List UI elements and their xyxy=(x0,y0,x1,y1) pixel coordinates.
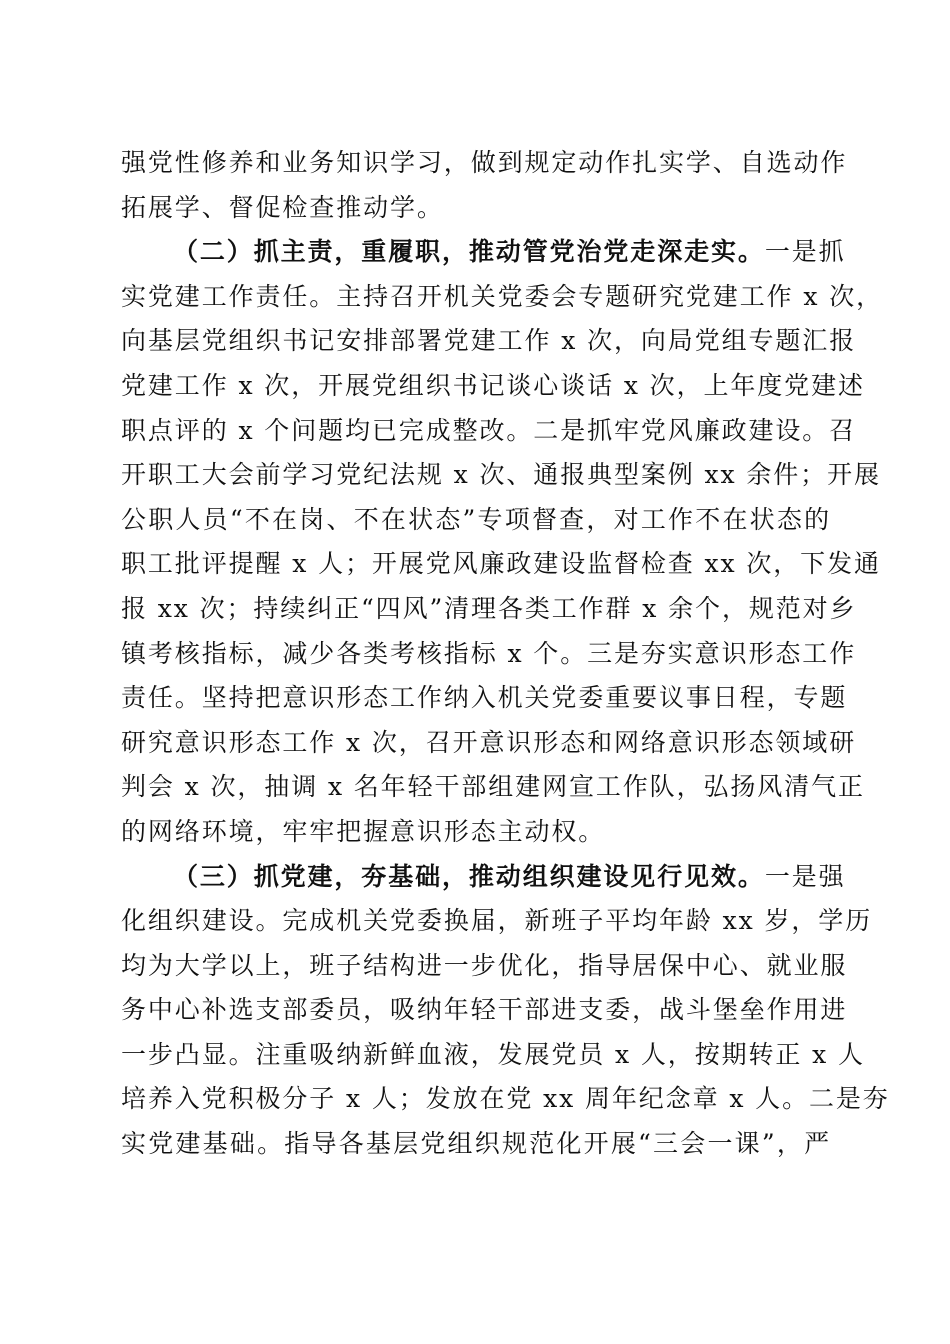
text-line: 责任。坚持把意识形态工作纳入机关党委重要议事日程，专题 xyxy=(121,683,848,713)
text-line: 化组织建设。完成机关党委换届，新班子平均年龄 xx 岁，学历 xyxy=(121,906,873,936)
text-line: 报 xx 次；持续纠正“四风”清理各类工作群 x 余个，规范对乡 xyxy=(121,593,857,623)
text-line: 实党建工作责任。主持召开机关党委会专题研究党建工作 x 次， xyxy=(121,281,883,311)
text-line: 均为大学以上，班子结构进一步优化，指导居保中心、就业服 xyxy=(121,950,848,980)
paragraph-2 xyxy=(121,230,883,854)
text-line: 判会 x 次，抽调 x 名年轻干部组建网宣工作队，弘扬风清气正 xyxy=(121,772,865,802)
text-fragment: 一是强 xyxy=(764,861,846,891)
paragraph-first-line xyxy=(121,855,846,900)
text-line: 拓展学、督促检查推动学。 xyxy=(121,192,444,222)
text-line: 职工批评提醒 x 人；开展党风廉政建设监督检查 xx 次，下发通 xyxy=(121,549,881,579)
text-line: 强党性修养和业务知识学习，做到规定动作扎实学、自选动作 xyxy=(121,148,848,177)
text-line: 的网络环境，牢牢把握意识形态主动权。 xyxy=(121,816,606,846)
text-line: 务中心补选支部委员，吸纳年轻干部进支委，战斗堡垒作用进 xyxy=(121,995,848,1025)
paragraph-3 xyxy=(121,855,890,1167)
text-fragment: 一是抓 xyxy=(764,237,846,267)
text-line: 研究意识形态工作 x 次，召开意识形态和网络意识形态领域研 xyxy=(121,727,857,757)
section-heading-3: （三）抓党建，夯基础，推动组织建设见行见效。 xyxy=(173,861,765,891)
text-line: 职点评的 x 个问题均已完成整改。二是抓牢党风廉政建设。召 xyxy=(121,415,857,445)
text-line: 镇考核指标，减少各类考核指标 x 个。三是夯实意识形态工作 xyxy=(121,638,857,668)
text-line: 开职工大会前学习党纪法规 x 次、通报典型案例 xx 余件；开展 xyxy=(121,460,881,490)
text-line: 向基层党组织书记安排部署党建工作 x 次，向局党组专题汇报 xyxy=(121,326,857,356)
text-line: 一步凸显。注重吸纳新鲜血液，发展党员 x 人，按期转正 x 人 xyxy=(121,1039,865,1069)
text-line: 培养入党积极分子 x 人；发放在党 xx 周年纪念章 x 人。二是夯 xyxy=(121,1084,890,1114)
section-heading-2: （二）抓主责，重履职，推动管党治党走深走实。 xyxy=(173,237,765,267)
document-body xyxy=(121,141,890,1167)
text-line: 公职人员“不在岗、不在状态”专项督查，对工作不在状态的 xyxy=(121,504,831,534)
paragraph-1 xyxy=(121,141,848,230)
paragraph-first-line xyxy=(121,230,846,275)
text-line: 实党建基础。指导各基层党组织规范化开展“三会一课”，严 xyxy=(121,1129,831,1159)
text-line: 党建工作 x 次，开展党组织书记谈心谈话 x 次，上年度党建述 xyxy=(121,370,865,400)
